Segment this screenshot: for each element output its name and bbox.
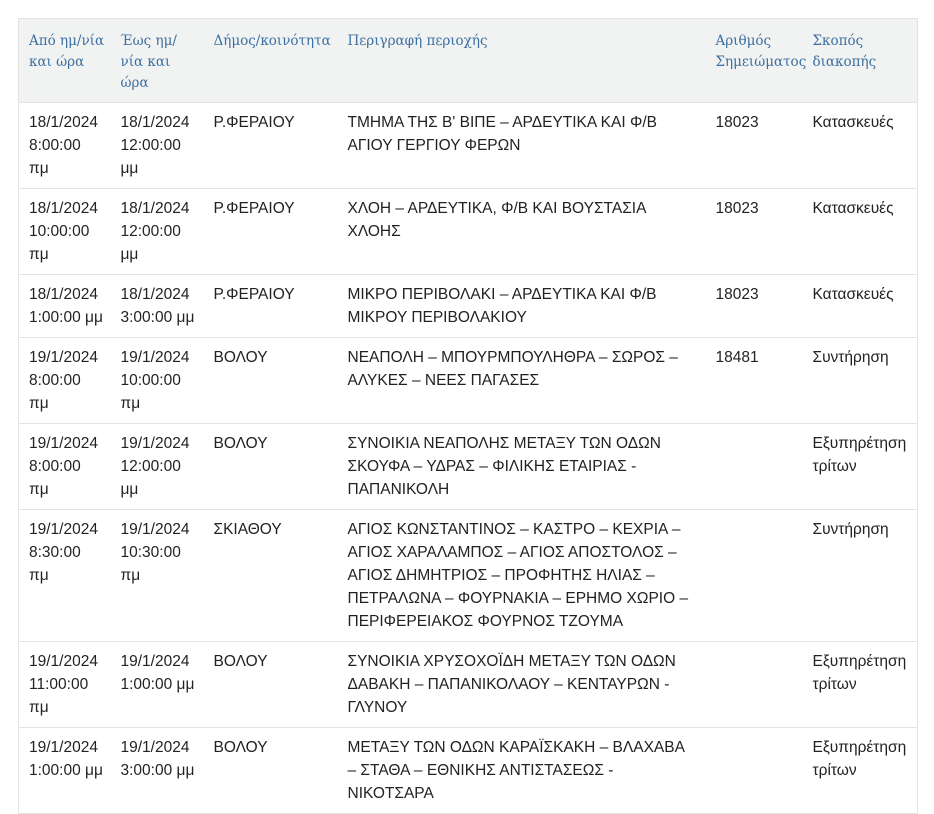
- cell-to: 19/1/2024 10:30:00 πμ: [111, 510, 204, 642]
- cell-municipality: Ρ.ΦΕΡΑΙΟΥ: [204, 275, 338, 338]
- cell-ticket: [706, 728, 803, 814]
- cell-from: 19/1/2024 1:00:00 μμ: [19, 728, 111, 814]
- cell-to: 18/1/2024 3:00:00 μμ: [111, 275, 204, 338]
- cell-purpose: Κατασκευές: [803, 189, 918, 275]
- cell-to: 18/1/2024 12:00:00 μμ: [111, 189, 204, 275]
- cell-from: 18/1/2024 10:00:00 πμ: [19, 189, 111, 275]
- cell-municipality: Ρ.ΦΕΡΑΙΟΥ: [204, 189, 338, 275]
- cell-purpose: Συντήρηση: [803, 338, 918, 424]
- cell-municipality: Ρ.ΦΕΡΑΙΟΥ: [204, 103, 338, 189]
- cell-description: ΣΥΝΟΙΚΙΑ ΧΡΥΣΟΧΟΪΔΗ ΜΕΤΑΞΥ ΤΩΝ ΟΔΩΝ ΔΑΒΑΚΗ – ΠΑΠΑΝΙΚΟΛΑΟΥ – ΚΕΝΤΑΥΡΩΝ - ΓΛΥΝΟΥ: [338, 642, 706, 728]
- table-row: [19, 424, 918, 510]
- cell-description: ΝΕΑΠΟΛΗ – ΜΠΟΥΡΜΠΟΥΛΗΘΡΑ – ΣΩΡΟΣ – ΑΛΥΚΕΣ – ΝΕΕΣ ΠΑΓΑΣΕΣ: [338, 338, 706, 424]
- cell-from: 18/1/2024 1:00:00 μμ: [19, 275, 111, 338]
- cell-from: 19/1/2024 8:00:00 πμ: [19, 424, 111, 510]
- header-municipality: Δήμος/κοινότητα: [213, 33, 331, 49]
- table-row: [19, 189, 918, 275]
- cell-description: ΑΓΙΟΣ ΚΩΝΣΤΑΝΤΙΝΟΣ – ΚΑΣΤΡΟ – ΚΕΧΡΙΑ – ΑΓΙΟΣ ΧΑΡΑΛΑΜΠΟΣ – ΑΓΙΟΣ ΑΠΟΣΤΟΛΟΣ – ΑΓΙΟΣ ΔΗΜΗΤΡΙΟΣ – ΠΡΟΦΗΤΗΣ ΗΛΙΑΣ – ΠΕΤΡΑΛΩΝΑ – ΦΟΥΡΝΑΚΙΑ – ΕΡΗΜΟ ΧΩΡΙΟ – ΠΕΡΙΦΕΡΕΙΑΚΟΣ ΦΟΥΡΝΟΣ ΤΖΟΥΜΑ: [338, 510, 706, 642]
- cell-description: ΧΛΟΗ – ΑΡΔΕΥΤΙΚΑ, Φ/Β ΚΑΙ ΒΟΥΣΤΑΣΙΑ ΧΛΟΗΣ: [338, 189, 706, 275]
- cell-description: ΣΥΝΟΙΚΙΑ ΝΕΑΠΟΛΗΣ ΜΕΤΑΞΥ ΤΩΝ ΟΔΩΝ ΣΚΟΥΦΑ – ΥΔΡΑΣ – ΦΙΛΙΚΗΣ ΕΤΑΙΡΙΑΣ - ΠΑΠΑΝΙΚΟΛΗ: [338, 424, 706, 510]
- cell-ticket: [706, 642, 803, 728]
- cell-municipality: ΒΟΛΟΥ: [204, 424, 338, 510]
- cell-from: 19/1/2024 8:00:00 πμ: [19, 338, 111, 424]
- cell-ticket: 18481: [706, 338, 803, 424]
- cell-purpose: Εξυπηρέτηση τρίτων: [803, 424, 918, 510]
- table-row: [19, 642, 918, 728]
- table-header-row: [19, 19, 918, 103]
- cell-municipality: ΣΚΙΑΘΟΥ: [204, 510, 338, 642]
- cell-municipality: ΒΟΛΟΥ: [204, 338, 338, 424]
- cell-purpose: Κατασκευές: [803, 103, 918, 189]
- cell-purpose: Συντήρηση: [803, 510, 918, 642]
- cell-purpose: Εξυπηρέτηση τρίτων: [803, 642, 918, 728]
- cell-ticket: 18023: [706, 103, 803, 189]
- cell-description: ΜΙΚΡΟ ΠΕΡΙΒΟΛΑΚΙ – ΑΡΔΕΥΤΙΚΑ ΚΑΙ Φ/Β ΜΙΚΡΟΥ ΠΕΡΙΒΟΛΑΚΙΟΥ: [338, 275, 706, 338]
- table-row: [19, 510, 918, 642]
- table-row: [19, 275, 918, 338]
- cell-to: 19/1/2024 1:00:00 μμ: [111, 642, 204, 728]
- cell-purpose: Κατασκευές: [803, 275, 918, 338]
- cell-description: ΜΕΤΑΞΥ ΤΩΝ ΟΔΩΝ ΚΑΡΑΪΣΚΑΚΗ – ΒΛΑΧΑΒΑ – ΣΤΑΘΑ – ΕΘΝΙΚΗΣ ΑΝΤΙΣΤΑΣΕΩΣ - ΝΙΚΟΤΣΑΡΑ: [338, 728, 706, 814]
- cell-to: 19/1/2024 10:00:00 πμ: [111, 338, 204, 424]
- cell-to: 18/1/2024 12:00:00 μμ: [111, 103, 204, 189]
- cell-ticket: [706, 510, 803, 642]
- cell-ticket: [706, 424, 803, 510]
- cell-from: 19/1/2024 11:00:00 πμ: [19, 642, 111, 728]
- cell-municipality: ΒΟΛΟΥ: [204, 728, 338, 814]
- cell-purpose: Εξυπηρέτηση τρίτων: [803, 728, 918, 814]
- cell-ticket: 18023: [706, 189, 803, 275]
- cell-from: 19/1/2024 8:30:00 πμ: [19, 510, 111, 642]
- outage-table-container: [18, 18, 917, 814]
- header-ticket: Αριθμός Σημειώματος: [715, 33, 807, 70]
- cell-municipality: ΒΟΛΟΥ: [204, 642, 338, 728]
- cell-to: 19/1/2024 3:00:00 μμ: [111, 728, 204, 814]
- table-row: [19, 338, 918, 424]
- header-to: Έως ημ/νία και ώρα: [120, 33, 177, 91]
- cell-from: 18/1/2024 8:00:00 πμ: [19, 103, 111, 189]
- outage-table: [18, 18, 918, 814]
- header-purpose: Σκοπός διακοπής: [812, 33, 877, 70]
- cell-to: 19/1/2024 12:00:00 μμ: [111, 424, 204, 510]
- header-from: Από ημ/νία και ώρα: [29, 33, 105, 70]
- table-row: [19, 103, 918, 189]
- cell-ticket: 18023: [706, 275, 803, 338]
- header-description: Περιγραφή περιοχής: [347, 33, 488, 49]
- cell-description: ΤΜΗΜΑ ΤΗΣ Β' ΒΙΠΕ – ΑΡΔΕΥΤΙΚΑ ΚΑΙ Φ/Β ΑΓΙΟΥ ΓΕΡΓΙΟΥ ΦΕΡΩΝ: [338, 103, 706, 189]
- table-row: [19, 728, 918, 814]
